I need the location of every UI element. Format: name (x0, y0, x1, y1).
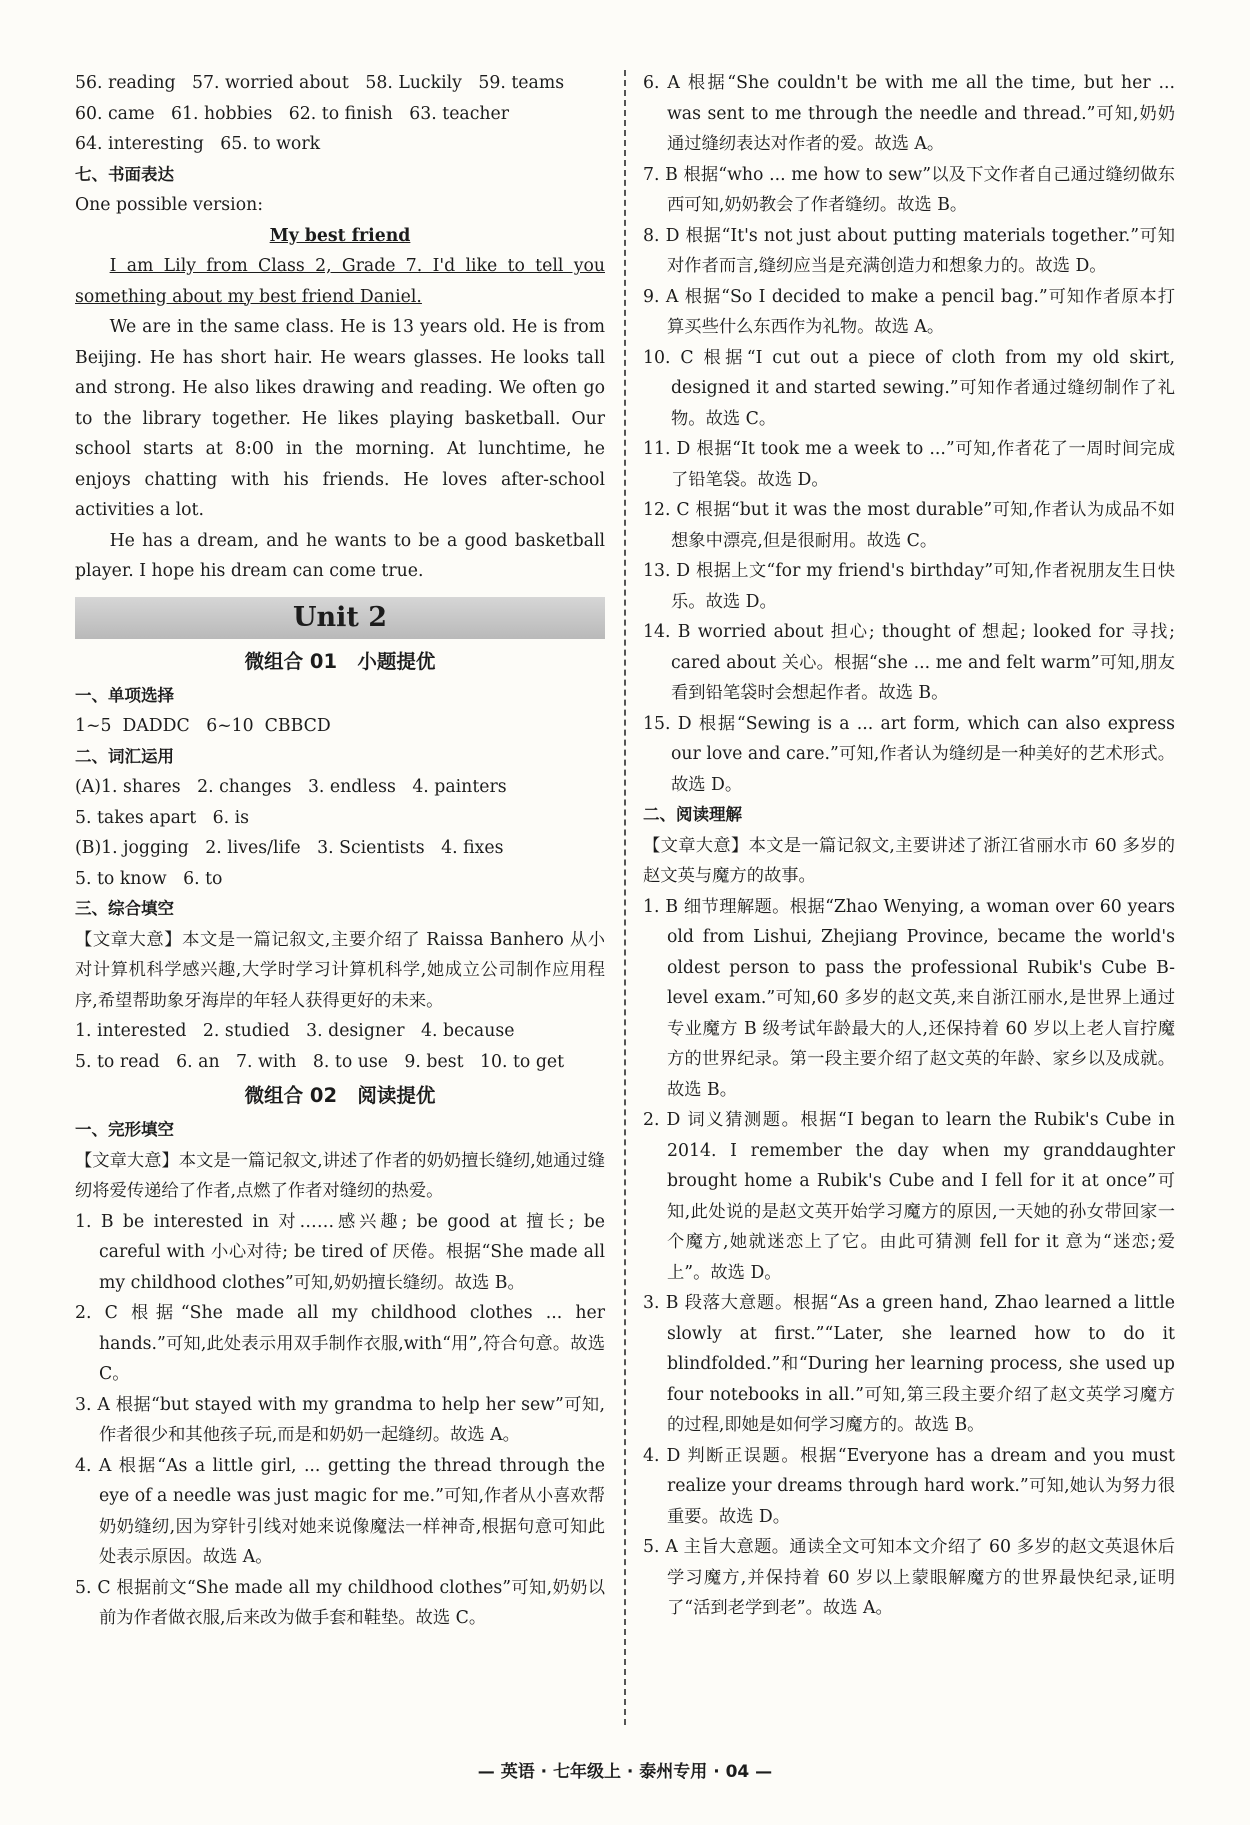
explanation-item: 2. D 词义猜测题。根据“I began to learn the Rubik's Cube in 2014. I remember the day when my granddaughter brought home a Rubik's Cube and I fell for it at once”可知,此处说的是赵文英开始学习魔方的原因,一天她的孙女带回家一个魔方,她就迷恋上了它。由此可猜测 fell for it 意为“迷恋;爱上”。故选 D。 (643, 1110, 1175, 1283)
explanation-item: 13. D 根据上文“for my friend's birthday”可知,作者祝朋友生日快乐。故选 D。 (643, 561, 1175, 612)
answer-line: 1. interested 2. studied 3. designer 4. because (75, 1021, 515, 1041)
right-column (643, 68, 1175, 1624)
explanation-item: 1. B 细节理解题。根据“Zhao Wenying, a woman over 60 years old from Lishui, Zhejiang Province, became the world's oldest person to pass the professional Rubik's Cube B-level exam.”可知,60 多岁的赵文英,来自浙江丽水,是世界上通过专业魔方 B 级考试年龄最大的人,还保持着 60 岁以上老人盲拧魔方的世界纪录。第一段主要介绍了赵文英的年龄、家乡以及成就。故选 B。 (643, 896, 1176, 1100)
essay-paragraph: He has a dream, and he wants to be a good basketball player. I hope his dream can come true. (75, 530, 605, 581)
explanation-item: 9. A 根据“So I decided to make a pencil bag.”可知作者原本打算买些什么东西作为礼物。故选 A。 (643, 286, 1175, 337)
section-heading: 一、单项选择 (75, 685, 174, 705)
answer-line: 5. takes apart 6. is (75, 807, 250, 828)
explanation-item: 14. B worried about 担心; thought of 想起; looked for 寻找; cared about 关心。根据“she ... me and felt warm”可知,朋友看到铅笔袋时会想起作者。故选 B。 (643, 622, 1175, 703)
section-heading: 三、综合填空 (75, 899, 174, 918)
column-divider (624, 70, 626, 1725)
explanation-item: 5. C 根据前文“She made all my childhood clothes”可知,奶奶以前为作者做衣服,后来改为做手套和鞋垫。故选 C。 (75, 1577, 605, 1628)
article-gist: 【文章大意】本文是一篇记叙文,主要讲述了浙江省丽水市 60 多岁的赵文英与魔方的故事。 (643, 835, 1175, 886)
writing-heading: 七、书面表达 (75, 164, 174, 184)
explanation-item: 10. C 根据“I cut out a piece of cloth from my old skirt, designed it and started sewing.”可知作者通过缝纫制作了礼物。故选 C。 (643, 347, 1175, 429)
answer-line: (B)1. jogging 2. lives/life 3. Scientists 4. fixes (75, 838, 504, 858)
answer-line: (A)1. shares 2. changes 3. endless 4. painters (75, 777, 507, 797)
left-column (75, 68, 605, 1634)
answer-line: 1~5 DADDC 6~10 CBBCD (75, 716, 331, 736)
answer-line: 64. interesting 65. to work (75, 134, 321, 154)
unit-banner: Unit 2 (75, 597, 605, 639)
explanation-item: 5. A 主旨大意题。通读全文可知本文介绍了 60 多岁的赵文英退休后学习魔方,并保持着 60 岁以上蒙眼解魔方的世界最快纪录,证明了“活到老学到老”。故选 A。 (643, 1537, 1175, 1618)
explanation-item: 11. D 根据“It took me a week to ...”可知,作者花了一周时间完成了铅笔袋。故选 D。 (643, 439, 1175, 490)
explanation-item: 1. B be interested in 对……感兴趣; be good at 擅长; be careful with 小心对待; be tired of 厌倦。根据“She made all my childhood clothes”可知,奶奶擅长缝纫。故选 B。 (75, 1211, 605, 1293)
page-footer: — 英语 · 七年级上 · 泰州专用 · 04 — (477, 1762, 773, 1782)
answer-line: 5. to read 6. an 7. with 8. to use 9. best 10. to get (75, 1051, 565, 1072)
article-gist: 【文章大意】本文是一篇记叙文,讲述了作者的奶奶擅长缝纫,她通过缝纫将爱传递给了作者,点燃了作者对缝纫的热爱。 (75, 1150, 605, 1201)
explanation-item: 6. A 根据“She couldn't be with me all the time, but her ... was sent to me through the needle and thread.”可知,奶奶通过缝纫表达对作者的爱。故选 A。 (643, 73, 1175, 154)
answer-line: 56. reading 57. worried about 58. Luckily 59. teams (75, 73, 565, 93)
explanation-item: 3. A 根据“but stayed with my grandma to help her sew”可知,作者很少和其他孩子玩,而是和奶奶一起缝纫。故选 A。 (75, 1394, 605, 1445)
essay-title: My best friend (269, 225, 411, 246)
answer-line: 60. came 61. hobbies 62. to finish 63. teacher (75, 103, 510, 124)
explanation-item: 4. D 判断正误题。根据“Everyone has a dream and you must realize your dreams through hard work.”可知,她认为努力很重要。故选 D。 (643, 1445, 1175, 1527)
section-heading: 一、完形填空 (75, 1120, 174, 1139)
article-gist: 【文章大意】本文是一篇记叙文,主要介绍了 Raissa Banhero 从小对计算机科学感兴趣,大学时学习计算机科学,她成立公司制作应用程序,希望帮助象牙海岸的年轻人获得更好的未来。 (75, 929, 605, 1011)
explanation-item: 3. B 段落大意题。根据“As a green hand, Zhao learned a little slowly at first.”“Later, she learned how to do it blindfolded.”和“During her learning process, she used up four notebooks in all.”可知,第三段主要介绍了赵文英学习魔方的过程,即她是如何学习魔方的。故选 B。 (643, 1293, 1175, 1435)
explanation-item: 15. D 根据“Sewing is a ... art form, which can also express our love and care.”可知,作者认为缝纫是一种美好的艺术形式。故选 D。 (643, 713, 1175, 795)
explanation-item: 2. C 根据“She made all my childhood clothes ... her hands.”可知,此处表示用双手制作衣服,with“用”,符合句意。故选 C。 (75, 1303, 605, 1384)
section-heading: 二、阅读理解 (643, 805, 742, 824)
explanation-item: 12. C 根据“but it was the most durable”可知,作者认为成品不如想象中漂亮,但是很耐用。故选 C。 (643, 500, 1175, 551)
section-title: 微组合 01 小题提优 (244, 649, 436, 673)
explanation-item: 8. D 根据“It's not just about putting materials together.”可知对作者而言,缝纫应当是充满创造力和想象力的。故选 D。 (643, 225, 1175, 276)
explanation-item: 4. A 根据“As a little girl, ... getting the thread through the eye of a needle was just magic for me.”可知,作者从小喜欢帮奶奶缝纫,因为穿针引线对她来说像魔法一样神奇,根据句意可知此处表示原因。故选 A。 (75, 1455, 605, 1567)
essay-paragraph: We are in the same class. He is 13 years old. He is from Beijing. He has short hair. He wears glasses. He looks tall and strong. He also likes drawing and reading. We often go to the library together. He likes playing basketball. Our school starts at 8:00 in the morning. At lunchtime, he enjoys chatting with his friends. He loves after-school activities a lot. (75, 317, 605, 520)
section-title: 微组合 02 阅读提优 (244, 1084, 436, 1107)
section-heading: 二、词汇运用 (75, 746, 174, 766)
answer-line: 5. to know 6. to (75, 868, 223, 889)
explanation-item: 7. B 根据“who ... me how to sew”以及下文作者自己通过缝纫做东西可知,奶奶教会了作者缝纫。故选 B。 (643, 164, 1175, 215)
version-label: One possible version: (75, 195, 264, 215)
essay-paragraph: I am Lily from Class 2, Grade 7. I'd like to tell you something about my best friend Daniel. (75, 256, 605, 307)
